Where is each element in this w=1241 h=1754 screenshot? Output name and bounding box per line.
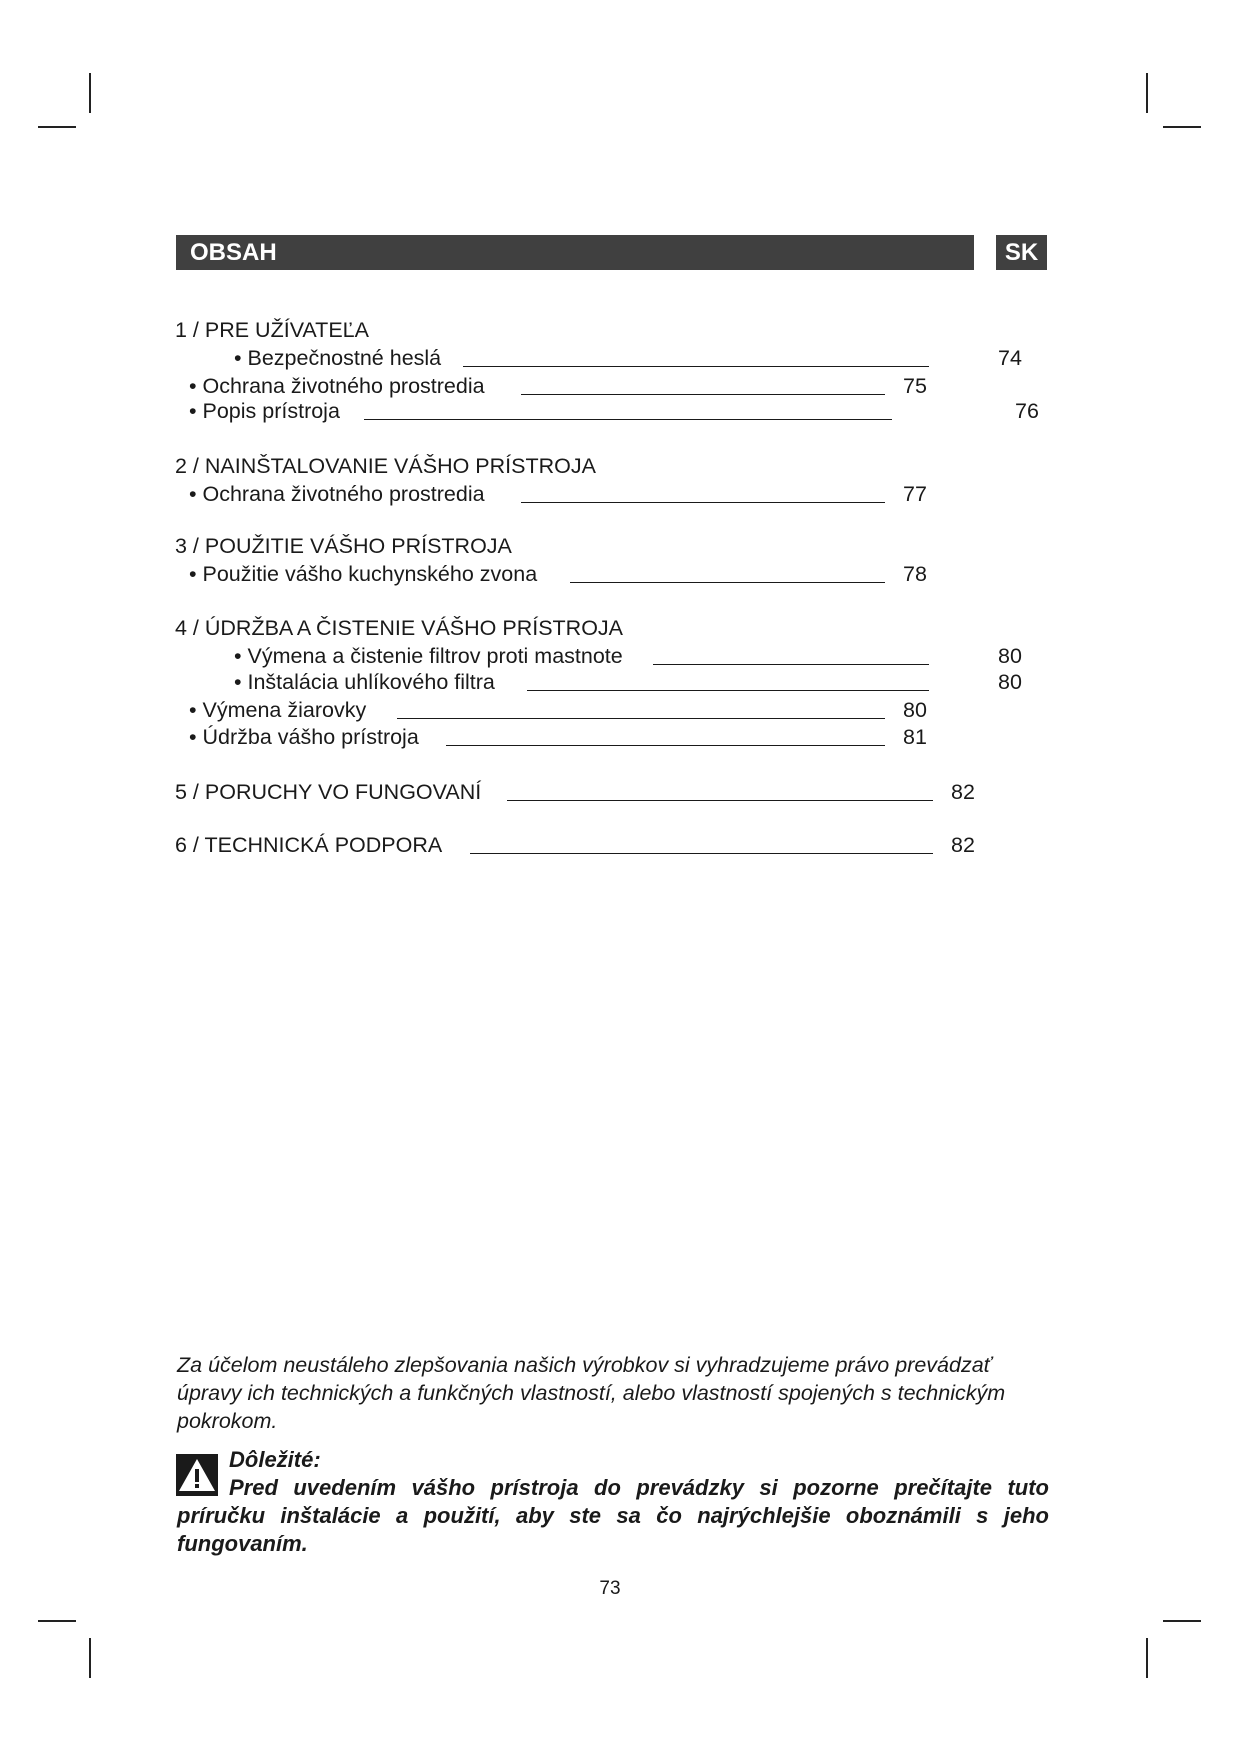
crop-mark xyxy=(38,1620,76,1622)
toc-leader-line xyxy=(653,664,929,665)
toc-item-label: • Ochrana životného prostredia xyxy=(189,482,485,506)
language-badge: SK xyxy=(996,235,1047,270)
toc-page-number: 74 xyxy=(998,346,1022,370)
toc-page-number: 80 xyxy=(903,698,927,722)
toc-section-title: 3 / POUŽITIE VÁŠHO PRÍSTROJA xyxy=(175,534,512,558)
toc-leader-line xyxy=(521,502,885,503)
important-heading: Dôležité: xyxy=(229,1447,321,1472)
page-number: 73 xyxy=(599,1578,621,1599)
toc-section-title: 4 / ÚDRŽBA A ČISTENIE VÁŠHO PRÍSTROJA xyxy=(175,616,624,640)
crop-mark xyxy=(38,126,76,128)
toc-page-number: 75 xyxy=(903,374,927,398)
crop-mark xyxy=(1146,73,1148,113)
toc-item-label: • Použitie vášho kuchynského zvona xyxy=(189,562,538,586)
toc-page-number: 81 xyxy=(903,725,927,749)
toc-leader-line xyxy=(470,853,933,854)
toc-item-label: • Výmena žiarovky xyxy=(189,698,367,722)
toc-page-number: 78 xyxy=(903,562,927,586)
toc-page-number: 76 xyxy=(1015,399,1039,423)
important-text: Pred uvedením vášho prístroja do prevádzky si pozorne prečítajte tuto príručku inštalácie a použití, aby ste sa čo najrýchlejšie oboznámili s jeho fungovaním. xyxy=(177,1475,1049,1556)
toc-leader-line xyxy=(570,582,885,583)
toc-leader-line xyxy=(507,800,933,801)
toc-section-title: 6 / TECHNICKÁ PODPORA xyxy=(175,833,443,857)
toc-page-number: 80 xyxy=(998,644,1022,668)
toc-section-title: 2 / NAINŠTALOVANIE VÁŠHO PRÍSTROJA xyxy=(175,454,596,478)
crop-mark xyxy=(89,73,91,113)
toc-item-label: • Ochrana životného prostredia xyxy=(189,374,485,398)
crop-mark xyxy=(1163,1620,1201,1622)
toc-item-label: • Popis prístroja xyxy=(189,399,340,423)
crop-mark xyxy=(1146,1638,1148,1678)
disclaimer-text: Za účelom neustáleho zlepšovania našich výrobkov si vyhradzujeme právo prevádzať úpravy ich technických a funkčných vlastností, alebo vlastností spojených s technickým pokrokom. xyxy=(177,1353,1006,1433)
crop-mark xyxy=(89,1638,91,1678)
toc-leader-line xyxy=(364,419,892,420)
toc-leader-line xyxy=(463,366,929,367)
toc-section-title: 5 / PORUCHY VO FUNGOVANÍ xyxy=(175,780,482,804)
toc-item-label: • Inštalácia uhlíkového filtra xyxy=(234,670,495,694)
toc-leader-line xyxy=(446,745,885,746)
toc-item-label: • Údržba vášho prístroja xyxy=(189,725,419,749)
toc-leader-line xyxy=(397,718,885,719)
toc-page-number: 80 xyxy=(998,670,1022,694)
toc-item-label: • Výmena a čistenie filtrov proti mastnote xyxy=(234,644,623,668)
page-title: OBSAH xyxy=(176,235,974,270)
toc-item-label: • Bezpečnostné heslá xyxy=(234,346,442,370)
toc-page-number: 82 xyxy=(951,780,975,804)
toc-page-number: 77 xyxy=(903,482,927,506)
toc-section-title: 1 / PRE UŽÍVATEĽA xyxy=(175,318,369,342)
toc-page-number: 82 xyxy=(951,833,975,857)
crop-mark xyxy=(1163,126,1201,128)
toc-leader-line xyxy=(521,394,885,395)
toc-leader-line xyxy=(527,690,929,691)
